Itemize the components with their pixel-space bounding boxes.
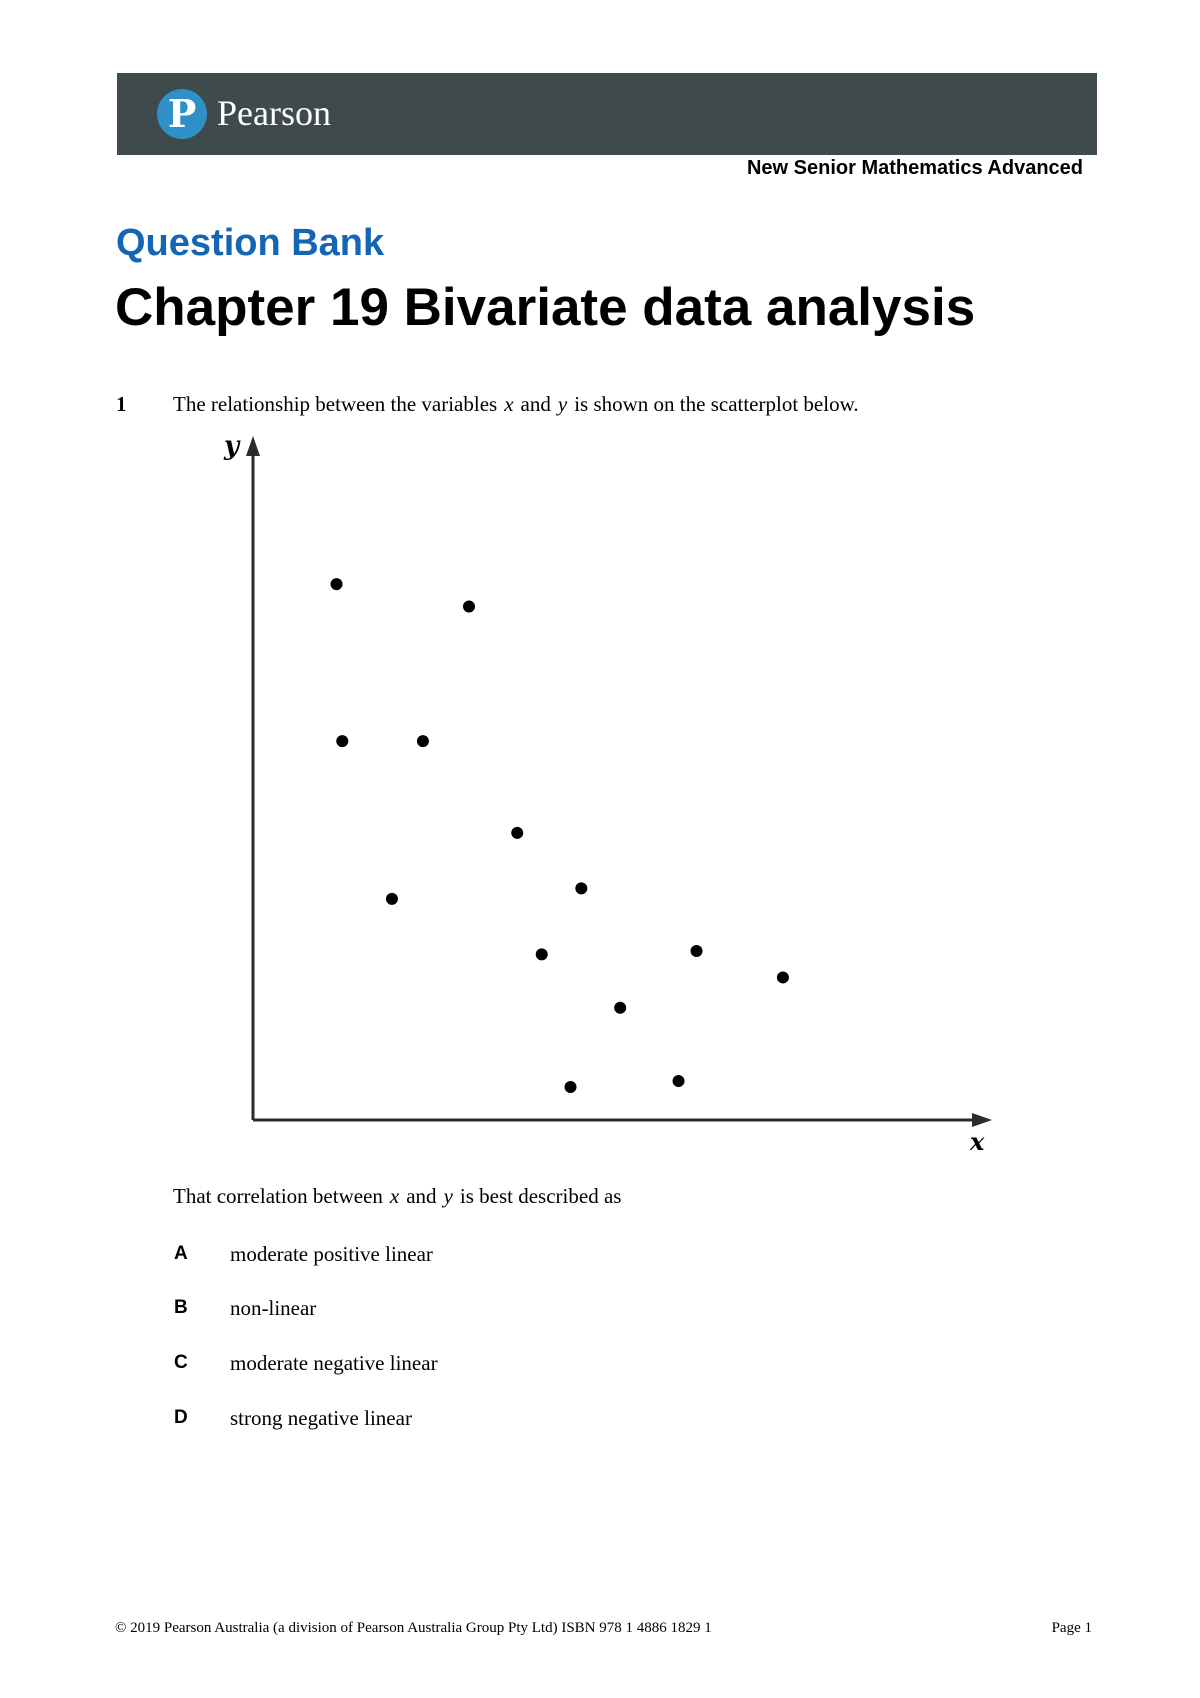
prompt-start: That correlation between bbox=[173, 1184, 383, 1208]
question-text-end: is shown on the scatterplot below. bbox=[574, 392, 859, 416]
option-a-letter: A bbox=[174, 1243, 188, 1264]
footer-copyright: © 2019 Pearson Australia (a division of Pearson Australia Group Pty Ltd) ISBN 978 1 4886 1829 1 bbox=[115, 1620, 712, 1636]
question-text-start: The relationship between the variables bbox=[173, 392, 498, 416]
prompt-variable-y: y bbox=[443, 1184, 453, 1208]
page-number: Page 1 bbox=[1051, 1620, 1092, 1636]
x-axis-label: x bbox=[970, 1127, 985, 1156]
scatterplot bbox=[200, 430, 1000, 1170]
data-point-11 bbox=[777, 971, 789, 983]
pearson-logo-icon bbox=[157, 89, 207, 139]
data-point-5 bbox=[386, 893, 398, 905]
option-b-letter: B bbox=[174, 1297, 188, 1318]
book-title: New Senior Mathematics Advanced bbox=[746, 157, 1083, 179]
variable-x: x bbox=[504, 392, 514, 416]
data-point-8 bbox=[536, 948, 548, 960]
question-text bbox=[173, 390, 859, 418]
variable-y: y bbox=[557, 392, 568, 416]
data-point-9 bbox=[691, 945, 703, 957]
data-point-13 bbox=[673, 1075, 685, 1087]
header-banner bbox=[117, 73, 1097, 155]
data-point-4 bbox=[417, 735, 429, 747]
option-c-letter: C bbox=[174, 1352, 188, 1373]
brand-name: Pearson bbox=[217, 93, 331, 133]
option-b-text[interactable]: non-linear bbox=[230, 1296, 317, 1320]
data-point-2 bbox=[463, 601, 475, 613]
y-axis-arrowhead bbox=[246, 436, 260, 456]
y-axis-label: y bbox=[224, 431, 240, 461]
option-c-text[interactable]: moderate negative linear bbox=[230, 1351, 438, 1375]
option-a-text[interactable]: moderate positive linear bbox=[230, 1242, 433, 1266]
prompt-variable-x: x bbox=[389, 1184, 400, 1208]
prompt-connector: and bbox=[406, 1184, 437, 1208]
prompt-end: is best described as bbox=[459, 1184, 622, 1208]
chapter-title: Chapter 19 Bivariate data analysis bbox=[115, 278, 976, 337]
question-number: 1 bbox=[116, 392, 127, 416]
data-point-3 bbox=[336, 735, 348, 747]
option-d-text[interactable]: strong negative linear bbox=[230, 1406, 412, 1430]
data-point-6 bbox=[511, 827, 523, 839]
data-point-12 bbox=[565, 1081, 577, 1093]
data-point-1 bbox=[331, 578, 343, 590]
question-connector: and bbox=[520, 392, 551, 416]
data-point-10 bbox=[614, 1002, 626, 1014]
answer-prompt bbox=[173, 1182, 621, 1210]
x-axis-arrowhead bbox=[972, 1113, 992, 1127]
data-point-7 bbox=[575, 882, 587, 894]
data-points bbox=[331, 578, 789, 1093]
logo-initial: P bbox=[167, 91, 197, 136]
section-heading: Question Bank bbox=[116, 222, 385, 264]
option-d-letter: D bbox=[174, 1407, 188, 1428]
